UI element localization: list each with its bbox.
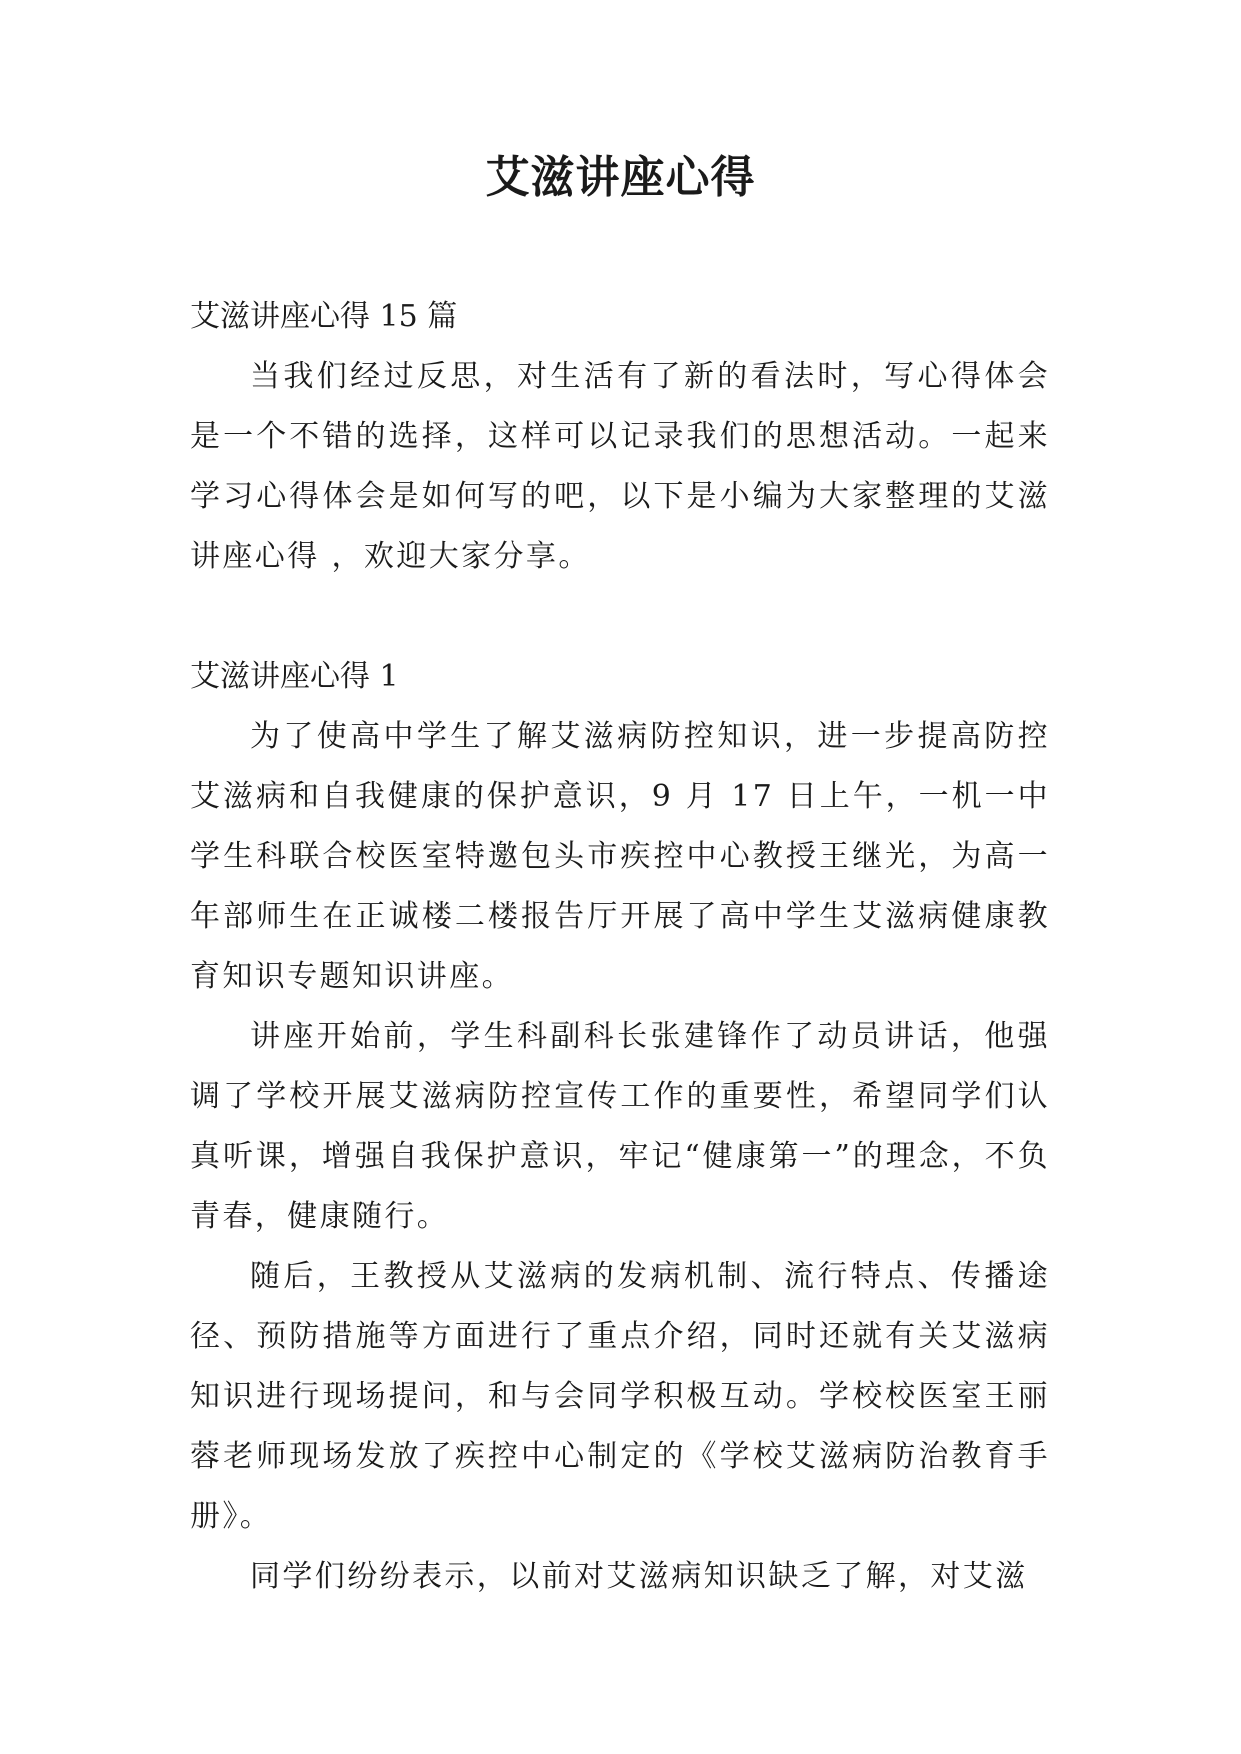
body-paragraph: 为了使高中学生了解艾滋病防控知识，进一步提高防控艾滋病和自我健康的保护意识，9 月 17 日上午，一机一中学生科联合校医室特邀包头市疾控中心教授王继光，为高一年部师生在正诚楼二楼报告厅开展了高中学生艾滋病健康教育知识专题知识讲座。 <box>190 719 1050 994</box>
body-paragraph: 讲座开始前，学生科副科长张建锋作了动员讲话，他强调了学校开展艾滋病防控宣传工作的重要性，希望同学们认真听课，增强自我保护意识，牢记“健康第一”的理念，不负青春，健康随行。 <box>190 1019 1050 1234</box>
document-body <box>190 287 1050 1607</box>
body-paragraph: 同学们纷纷表示，以前对艾滋病知识缺乏了解，对艾滋 <box>250 1559 1028 1594</box>
document-title: 艾滋讲座心得 <box>485 152 756 203</box>
body-paragraph: 随后，王教授从艾滋病的发病机制、流行特点、传播途径、预防措施等方面进行了重点介绍，同时还就有关艾滋病知识进行现场提问，和与会同学积极互动。学校校医室王丽蓉老师现场发放了疾控中心制定的《学校艾滋病防治教育手册》。 <box>190 1259 1050 1534</box>
document-subtitle: 艾滋讲座心得 15 篇 <box>190 299 458 334</box>
intro-paragraph: 当我们经过反思，对生活有了新的看法时，写心得体会是一个不错的选择，这样可以记录我们的思想活动。一起来学习心得体会是如何写的吧，以下是小编为大家整理的艾滋讲座心得 ，欢迎大家分享。 <box>190 359 1050 574</box>
section-heading: 艾滋讲座心得 1 <box>190 659 399 694</box>
